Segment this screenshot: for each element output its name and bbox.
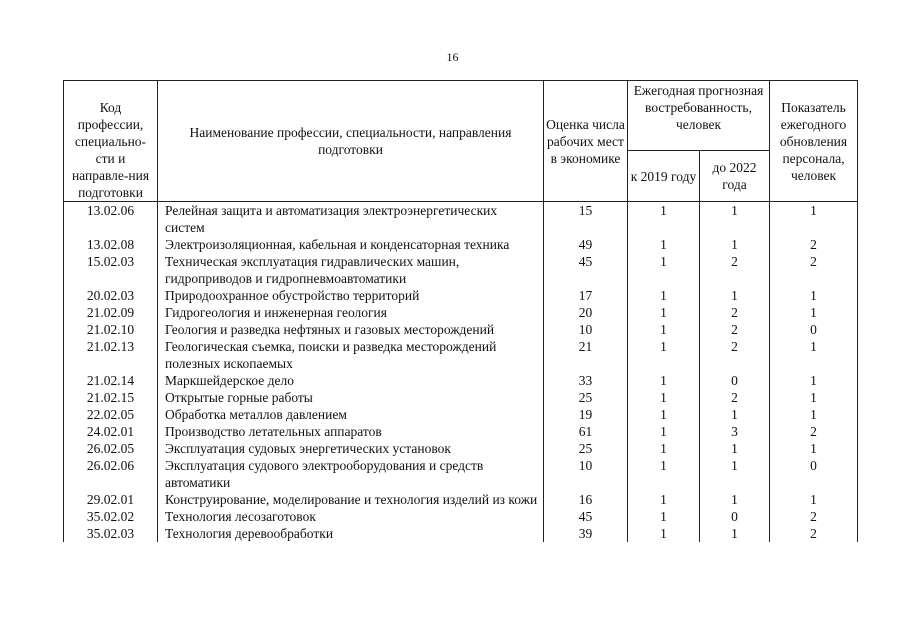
row-name: Электроизоляционная, кабельная и конденсаторная техника [158, 236, 544, 253]
row-demand-2019: 1 [628, 338, 700, 372]
header-estimate: Оценка числа рабочих мест в экономике [544, 81, 628, 202]
row-demand-2022: 1 [700, 236, 770, 253]
row-code: 21.02.10 [64, 321, 158, 338]
header-demand-group: Ежегодная прогнозная востребованность, человек [628, 81, 770, 151]
row-renewal: 1 [770, 491, 858, 508]
row-name: Геологическая съемка, поиски и разведка месторождений полезных ископаемых [158, 338, 544, 372]
row-estimate: 25 [544, 440, 628, 457]
row-name: Открытые горные работы [158, 389, 544, 406]
row-demand-2022: 1 [700, 287, 770, 304]
workforce-demand-table [63, 80, 858, 542]
row-demand-2022: 3 [700, 423, 770, 440]
row-name: Конструирование, моделирование и технология изделий из кожи [158, 491, 544, 508]
row-demand-2019: 1 [628, 508, 700, 525]
row-demand-2019: 1 [628, 457, 700, 491]
table-body [64, 202, 858, 543]
row-renewal: 1 [770, 304, 858, 321]
row-demand-2022: 1 [700, 457, 770, 491]
row-code: 21.02.13 [64, 338, 158, 372]
header-code: Код профессии, специально-сти и направле-ния подготовки [64, 81, 158, 202]
row-estimate: 20 [544, 304, 628, 321]
table-row [64, 321, 858, 338]
row-code: 26.02.05 [64, 440, 158, 457]
row-estimate: 19 [544, 406, 628, 423]
table-row [64, 236, 858, 253]
row-demand-2019: 1 [628, 202, 700, 237]
row-renewal: 1 [770, 406, 858, 423]
row-name: Обработка металлов давлением [158, 406, 544, 423]
row-estimate: 39 [544, 525, 628, 542]
row-name: Производство летательных аппаратов [158, 423, 544, 440]
row-renewal: 0 [770, 321, 858, 338]
table-header [64, 81, 858, 202]
row-estimate: 45 [544, 508, 628, 525]
row-demand-2022: 1 [700, 491, 770, 508]
row-name: Маркшейдерское дело [158, 372, 544, 389]
row-renewal: 2 [770, 525, 858, 542]
row-demand-2019: 1 [628, 236, 700, 253]
row-demand-2022: 2 [700, 321, 770, 338]
row-estimate: 45 [544, 253, 628, 287]
row-estimate: 25 [544, 389, 628, 406]
row-demand-2019: 1 [628, 525, 700, 542]
row-estimate: 16 [544, 491, 628, 508]
row-renewal: 1 [770, 372, 858, 389]
row-renewal: 2 [770, 253, 858, 287]
row-renewal: 2 [770, 423, 858, 440]
row-estimate: 33 [544, 372, 628, 389]
page-number: 16 [446, 50, 459, 64]
row-demand-2022: 1 [700, 202, 770, 237]
header-renewal: Показатель ежегодного обновления персонала, человек [770, 81, 858, 202]
row-renewal: 1 [770, 440, 858, 457]
row-demand-2019: 1 [628, 372, 700, 389]
table-row [64, 287, 858, 304]
row-code: 13.02.06 [64, 202, 158, 237]
row-code: 29.02.01 [64, 491, 158, 508]
table-row [64, 338, 858, 372]
row-renewal: 0 [770, 457, 858, 491]
table-row [64, 389, 858, 406]
row-code: 21.02.15 [64, 389, 158, 406]
header-demand-2022: до 2022 года [700, 151, 770, 202]
table-row [64, 525, 858, 542]
table-row [64, 202, 858, 237]
row-name: Геология и разведка нефтяных и газовых месторождений [158, 321, 544, 338]
row-renewal: 2 [770, 236, 858, 253]
row-code: 20.02.03 [64, 287, 158, 304]
row-demand-2022: 1 [700, 440, 770, 457]
row-demand-2019: 1 [628, 491, 700, 508]
row-demand-2022: 1 [700, 406, 770, 423]
table-row [64, 508, 858, 525]
row-name: Эксплуатация судовых энергетических установок [158, 440, 544, 457]
row-renewal: 1 [770, 287, 858, 304]
header-demand-2019: к 2019 году [628, 151, 700, 202]
row-estimate: 10 [544, 321, 628, 338]
row-code: 26.02.06 [64, 457, 158, 491]
row-code: 24.02.01 [64, 423, 158, 440]
row-demand-2022: 1 [700, 525, 770, 542]
row-renewal: 1 [770, 389, 858, 406]
row-name: Релейная защита и автоматизация электроэнергетических систем [158, 202, 544, 237]
row-name: Эксплуатация судового электрооборудования и средств автоматики [158, 457, 544, 491]
row-code: 22.02.05 [64, 406, 158, 423]
row-demand-2019: 1 [628, 440, 700, 457]
row-demand-2019: 1 [628, 389, 700, 406]
table-row [64, 304, 858, 321]
table-row [64, 406, 858, 423]
row-demand-2022: 2 [700, 389, 770, 406]
row-demand-2022: 0 [700, 508, 770, 525]
row-renewal: 1 [770, 202, 858, 237]
row-estimate: 10 [544, 457, 628, 491]
row-estimate: 15 [544, 202, 628, 237]
row-estimate: 21 [544, 338, 628, 372]
row-code: 13.02.08 [64, 236, 158, 253]
row-code: 21.02.09 [64, 304, 158, 321]
table-row [64, 491, 858, 508]
row-name: Техническая эксплуатация гидравлических машин, гидроприводов и гидропневмоавтоматики [158, 253, 544, 287]
row-demand-2019: 1 [628, 423, 700, 440]
row-code: 35.02.03 [64, 525, 158, 542]
row-demand-2022: 2 [700, 304, 770, 321]
row-demand-2019: 1 [628, 253, 700, 287]
table-row [64, 253, 858, 287]
row-demand-2019: 1 [628, 406, 700, 423]
row-renewal: 2 [770, 508, 858, 525]
table-row [64, 440, 858, 457]
row-code: 15.02.03 [64, 253, 158, 287]
row-name: Технология лесозаготовок [158, 508, 544, 525]
row-demand-2019: 1 [628, 304, 700, 321]
row-demand-2022: 2 [700, 253, 770, 287]
row-renewal: 1 [770, 338, 858, 372]
row-demand-2022: 2 [700, 338, 770, 372]
row-demand-2019: 1 [628, 321, 700, 338]
row-code: 35.02.02 [64, 508, 158, 525]
header-name: Наименование профессии, специальности, направления подготовки [158, 81, 544, 202]
row-name: Технология деревообработки [158, 525, 544, 542]
row-demand-2022: 0 [700, 372, 770, 389]
table-row [64, 457, 858, 491]
table-row [64, 423, 858, 440]
row-estimate: 17 [544, 287, 628, 304]
row-code: 21.02.14 [64, 372, 158, 389]
row-demand-2019: 1 [628, 287, 700, 304]
row-estimate: 49 [544, 236, 628, 253]
row-estimate: 61 [544, 423, 628, 440]
row-name: Гидрогеология и инженерная геология [158, 304, 544, 321]
table-row [64, 372, 858, 389]
row-name: Природоохранное обустройство территорий [158, 287, 544, 304]
